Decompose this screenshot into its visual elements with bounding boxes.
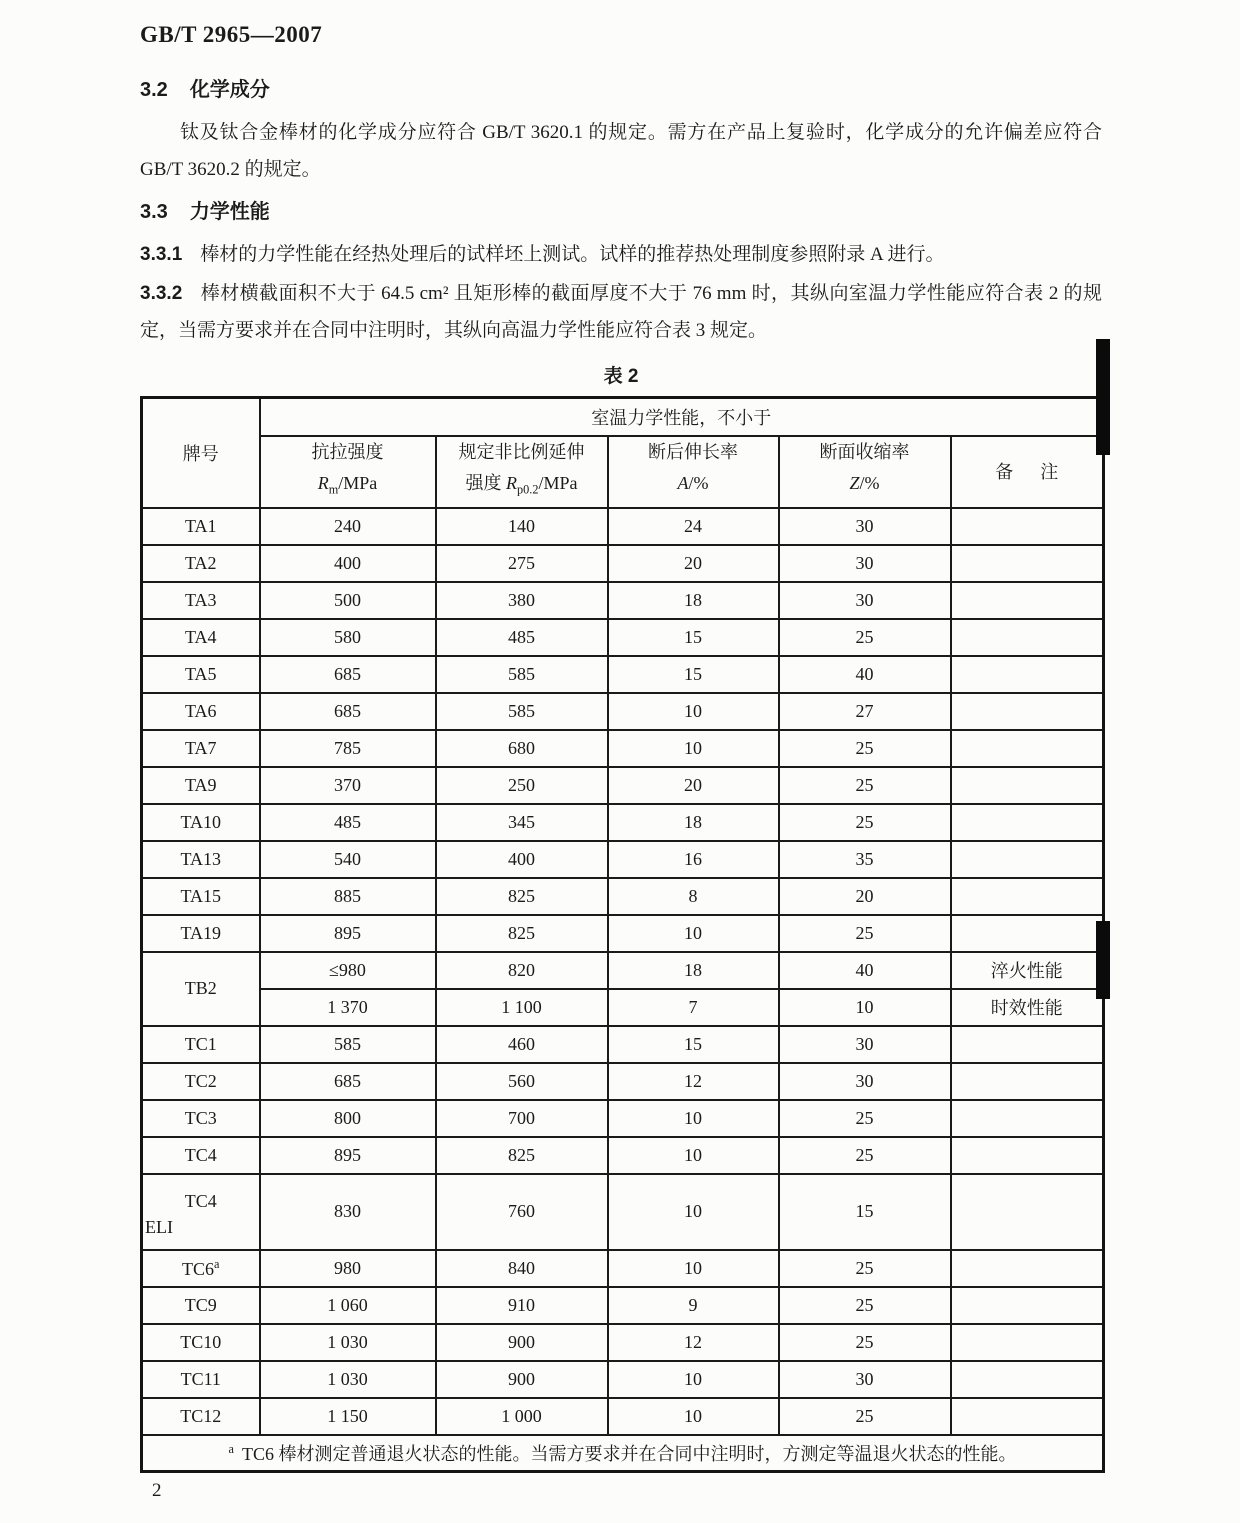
table-row (142, 1287, 1104, 1324)
value-cell: 18 (608, 582, 779, 619)
value-cell: 25 (779, 767, 951, 804)
value-cell: 8 (608, 878, 779, 915)
value-cell: 400 (260, 545, 436, 582)
grade-cell: TA6 (142, 693, 260, 730)
section-heading-3-2 (140, 74, 1102, 106)
table-row (142, 915, 1104, 952)
value-cell: 400 (436, 841, 608, 878)
header-row-columns (142, 436, 1104, 508)
section-title: 化学成分 (189, 79, 270, 101)
grade-cell: TC10 (142, 1324, 260, 1361)
value-cell: 10 (608, 1137, 779, 1174)
value-cell: 900 (436, 1361, 608, 1398)
grade-cell: TA19 (142, 915, 260, 952)
grade-cell: TC6$^a$ (142, 1250, 260, 1287)
clause-3-3-1 (140, 236, 1102, 273)
header-row-group (142, 398, 1104, 436)
grade-cell: TC4 ELI (142, 1174, 260, 1250)
value-cell: 370 (260, 767, 436, 804)
value-cell: 380 (436, 582, 608, 619)
value-cell: 16 (608, 841, 779, 878)
value-cell: 15 (608, 619, 779, 656)
value-cell: 10 (779, 989, 951, 1026)
value-cell: 10 (608, 1361, 779, 1398)
value-cell: 910 (436, 1287, 608, 1324)
grade-cell: TA1 (142, 508, 260, 545)
value-cell: 1 030 (260, 1324, 436, 1361)
value-cell: 35 (779, 841, 951, 878)
value-cell: 700 (436, 1100, 608, 1137)
value-cell: 18 (608, 952, 779, 989)
value-cell: 30 (779, 1063, 951, 1100)
value-cell: 900 (436, 1324, 608, 1361)
table-row (142, 804, 1104, 841)
value-cell: 585 (436, 693, 608, 730)
value-cell: 275 (436, 545, 608, 582)
table-row (142, 693, 1104, 730)
value-cell: 10 (608, 915, 779, 952)
note-cell (951, 841, 1104, 878)
grade-cell: TC2 (142, 1063, 260, 1100)
footnote-row (142, 1435, 1104, 1472)
value-cell: 1 100 (436, 989, 608, 1026)
value-cell: 25 (779, 915, 951, 952)
table-row (142, 1324, 1104, 1361)
value-cell: 685 (260, 1063, 436, 1100)
value-cell: 1 000 (436, 1398, 608, 1435)
value-cell: 460 (436, 1026, 608, 1063)
table-footer (142, 1435, 1104, 1472)
note-cell (951, 1026, 1104, 1063)
value-cell: 1 060 (260, 1287, 436, 1324)
scan-artifact (1096, 921, 1110, 999)
table-row (142, 767, 1104, 804)
header-grade: 牌号 (142, 398, 260, 508)
value-cell: 7 (608, 989, 779, 1026)
section-number: 3.3 (140, 201, 168, 223)
value-cell: 25 (779, 804, 951, 841)
table-body (142, 508, 1104, 1435)
table-row (142, 582, 1104, 619)
clause-3-3-2 (140, 275, 1102, 349)
table-row (142, 1063, 1104, 1100)
note-cell (951, 1361, 1104, 1398)
value-cell: 1 030 (260, 1361, 436, 1398)
paragraph-chemical-composition: 钛及钛合金棒材的化学成分应符合 GB/T 3620.1 的规定。需方在产品上复验时，化学成分的允许偏差应符合 GB/T 3620.2 的规定。 (140, 122, 1102, 180)
table-header (142, 398, 1104, 508)
note-cell (951, 508, 1104, 545)
value-cell: 580 (260, 619, 436, 656)
grade-cell: TA2 (142, 545, 260, 582)
clause-text: 棒材的力学性能在经热处理后的试样坯上测试。试样的推荐热处理制度参照附录 A 进行。 (200, 244, 945, 265)
footnote-marker: a (228, 1441, 234, 1456)
value-cell: 585 (260, 1026, 436, 1063)
value-cell: 25 (779, 730, 951, 767)
note-cell (951, 1100, 1104, 1137)
footnote-text: TC6 棒材测定普通退火状态的性能。当需方要求并在合同中注明时，方测定等温退火状态的性能。 (241, 1443, 1017, 1464)
table-title: 表 2 (603, 366, 639, 387)
value-cell: 895 (260, 915, 436, 952)
value-cell: 25 (779, 1100, 951, 1137)
note-cell (951, 1324, 1104, 1361)
clause-text: 棒材横截面积不大于 64.5 cm² 且矩形棒的截面厚度不大于 76 mm 时，其纵向室温力学性能应符合表 2 的规定，当需方要求并在合同中注明时，其纵向高温力学性能应符合表 3 规定。 (140, 283, 1102, 341)
value-cell: 240 (260, 508, 436, 545)
value-cell: 9 (608, 1287, 779, 1324)
note-cell (951, 1398, 1104, 1435)
value-cell: 10 (608, 730, 779, 767)
grade-cell: TA13 (142, 841, 260, 878)
grade-cell: TA3 (142, 582, 260, 619)
value-cell: 25 (779, 1398, 951, 1435)
grade-cell: TA9 (142, 767, 260, 804)
grade-cell: TA7 (142, 730, 260, 767)
value-cell: 27 (779, 693, 951, 730)
table-row (142, 1361, 1104, 1398)
value-cell: ≤980 (260, 952, 436, 989)
grade-cell: TC11 (142, 1361, 260, 1398)
scan-artifact (1096, 339, 1110, 455)
header-tensile-strength: 抗拉强度 $R_m$/MPa (260, 436, 436, 508)
table-row (142, 1398, 1104, 1435)
note-cell (951, 1063, 1104, 1100)
value-cell: 485 (436, 619, 608, 656)
value-cell: 25 (779, 1324, 951, 1361)
value-cell: 15 (608, 1026, 779, 1063)
value-cell: 40 (779, 656, 951, 693)
value-cell: 980 (260, 1250, 436, 1287)
value-cell: 10 (608, 693, 779, 730)
note-cell: 时效性能 (951, 989, 1104, 1026)
value-cell: 30 (779, 1361, 951, 1398)
grade-cell: TB2 (142, 952, 260, 1026)
table-row (142, 878, 1104, 915)
note-cell (951, 1137, 1104, 1174)
value-cell: 485 (260, 804, 436, 841)
value-cell: 30 (779, 508, 951, 545)
value-cell: 785 (260, 730, 436, 767)
grade-cell: TC4 (142, 1137, 260, 1174)
value-cell: 10 (608, 1174, 779, 1250)
note-cell (951, 582, 1104, 619)
table-row (142, 1100, 1104, 1137)
value-cell: 10 (608, 1100, 779, 1137)
value-cell: 560 (436, 1063, 608, 1100)
table-row (142, 619, 1104, 656)
table-row (142, 952, 1104, 989)
table-row (142, 1137, 1104, 1174)
value-cell: 885 (260, 878, 436, 915)
value-cell: 500 (260, 582, 436, 619)
table-row (142, 1174, 1104, 1250)
value-cell: 30 (779, 545, 951, 582)
header-remark: 备 注 (951, 436, 1104, 508)
value-cell: 800 (260, 1100, 436, 1137)
value-cell: 585 (436, 656, 608, 693)
value-cell: 540 (260, 841, 436, 878)
table-row (142, 730, 1104, 767)
table-row (142, 1250, 1104, 1287)
value-cell: 25 (779, 619, 951, 656)
grade-cell: TA10 (142, 804, 260, 841)
note-cell (951, 1174, 1104, 1250)
value-cell: 24 (608, 508, 779, 545)
value-cell: 830 (260, 1174, 436, 1250)
grade-cell: TA4 (142, 619, 260, 656)
value-cell: 685 (260, 656, 436, 693)
section-title: 力学性能 (189, 201, 270, 223)
note-cell (951, 1287, 1104, 1324)
document-content (140, 74, 1102, 1473)
value-cell: 685 (260, 693, 436, 730)
table-row (142, 989, 1104, 1026)
grade-cell: TA15 (142, 878, 260, 915)
value-cell: 40 (779, 952, 951, 989)
table-footnote (142, 1435, 1104, 1472)
note-cell (951, 545, 1104, 582)
value-cell: 25 (779, 1137, 951, 1174)
header-elongation: 断后伸长率 A/% (608, 436, 779, 508)
table-row (142, 1026, 1104, 1063)
value-cell: 1 370 (260, 989, 436, 1026)
note-cell: 淬火性能 (951, 952, 1104, 989)
value-cell: 30 (779, 1026, 951, 1063)
value-cell: 825 (436, 878, 608, 915)
note-cell (951, 730, 1104, 767)
section-heading-3-3 (140, 196, 1102, 228)
value-cell: 760 (436, 1174, 608, 1250)
note-cell (951, 1250, 1104, 1287)
grade-cell: TC9 (142, 1287, 260, 1324)
header-proof-strength: 规定非比例延伸 强度 $R_{p0.2}$/MPa (436, 436, 608, 508)
value-cell: 820 (436, 952, 608, 989)
note-cell (951, 693, 1104, 730)
table-row (142, 508, 1104, 545)
note-cell (951, 656, 1104, 693)
properties-table (140, 396, 1105, 1473)
value-cell: 25 (779, 1287, 951, 1324)
table-row (142, 656, 1104, 693)
value-cell: 12 (608, 1324, 779, 1361)
header-reduction-of-area: 断面收缩率 Z/% (779, 436, 951, 508)
value-cell: 12 (608, 1063, 779, 1100)
value-cell: 1 150 (260, 1398, 436, 1435)
value-cell: 20 (608, 767, 779, 804)
note-cell (951, 804, 1104, 841)
value-cell: 10 (608, 1250, 779, 1287)
value-cell: 250 (436, 767, 608, 804)
note-cell (951, 878, 1104, 915)
grade-cell: TA5 (142, 656, 260, 693)
value-cell: 18 (608, 804, 779, 841)
section-number: 3.2 (140, 79, 168, 101)
note-cell (951, 767, 1104, 804)
note-cell (951, 619, 1104, 656)
page-number: 2 (152, 1480, 162, 1501)
header-group-room-temp: 室温力学性能，不小于 (260, 398, 1104, 436)
value-cell: 20 (608, 545, 779, 582)
value-cell: 680 (436, 730, 608, 767)
value-cell: 15 (779, 1174, 951, 1250)
value-cell: 895 (260, 1137, 436, 1174)
value-cell: 825 (436, 915, 608, 952)
value-cell: 345 (436, 804, 608, 841)
value-cell: 10 (608, 1398, 779, 1435)
table-row (142, 545, 1104, 582)
value-cell: 30 (779, 582, 951, 619)
value-cell: 840 (436, 1250, 608, 1287)
clause-number: 3.3.2 (140, 283, 183, 304)
clause-number: 3.3.1 (140, 244, 183, 265)
value-cell: 15 (608, 656, 779, 693)
note-cell (951, 915, 1104, 952)
table-row (142, 841, 1104, 878)
value-cell: 25 (779, 1250, 951, 1287)
value-cell: 140 (436, 508, 608, 545)
value-cell: 825 (436, 1137, 608, 1174)
standard-number: GB/T 2965—2007 (140, 22, 323, 47)
value-cell: 20 (779, 878, 951, 915)
grade-cell: TC3 (142, 1100, 260, 1137)
grade-cell: TC12 (142, 1398, 260, 1435)
grade-cell: TC1 (142, 1026, 260, 1063)
